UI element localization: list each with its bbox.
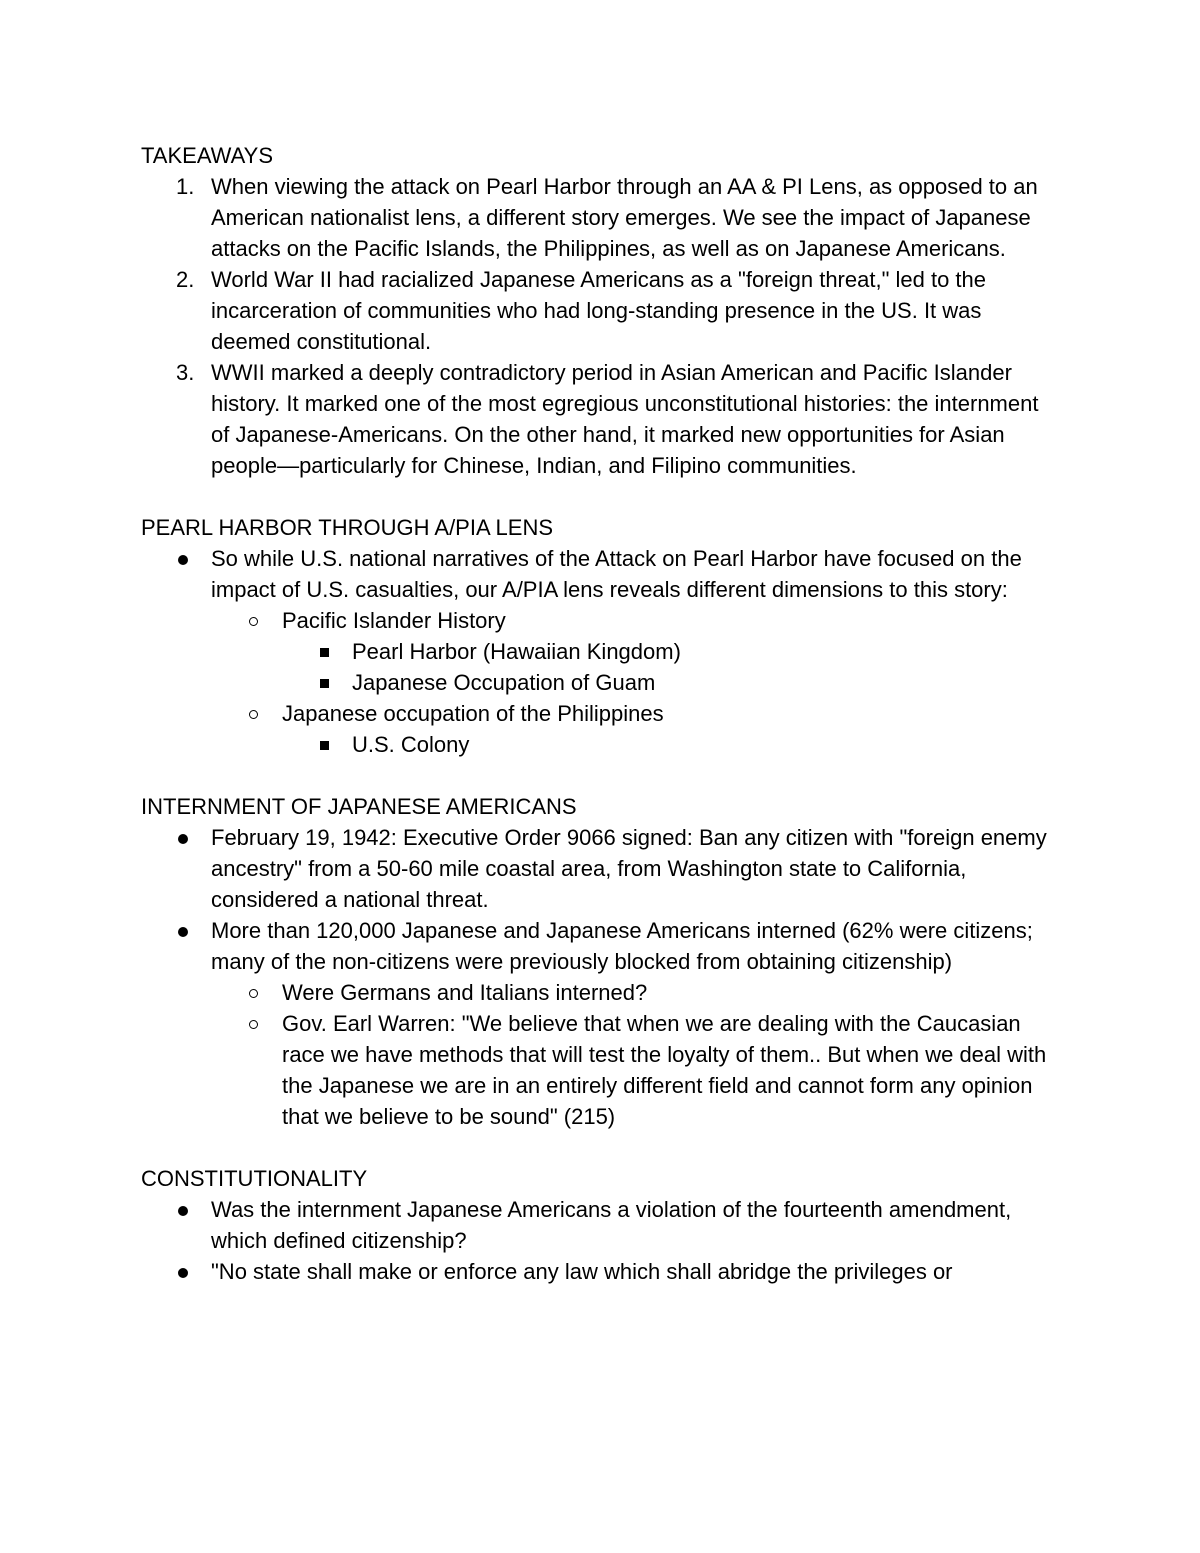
section-heading: TAKEAWAYS (141, 143, 274, 168)
list-item-text: U.S. Colony (352, 732, 470, 757)
section-constitutionality (141, 1163, 1061, 1287)
list-item-text: So while U.S. national narratives of the Attack on Pearl Harbor have focused on the impact of U.S. casualties, our A/PIA lens reveals different dimensions to this story: (211, 546, 1022, 602)
sub-sub-list (282, 729, 1061, 760)
list-item-text: Were Germans and Italians interned? (282, 980, 648, 1005)
sub-list-item (211, 977, 1061, 1008)
sub-list-item (211, 698, 1061, 760)
sub-list-item (211, 605, 1061, 698)
bullet-list (141, 822, 1061, 1132)
list-item-text: Was the internment Japanese Americans a violation of the fourteenth amendment, which defined citizenship? (211, 1197, 1012, 1253)
list-item (141, 915, 1061, 1132)
list-item (141, 822, 1061, 915)
bullet-circle-icon (249, 1020, 258, 1029)
list-item-text: WWII marked a deeply contradictory period in Asian American and Pacific Islander history. It marked one of the most egregious unconstitutional histories: the internment of Japanese-Americans. On the other hand, it marked new opportunities for Asian people—particularly for Chinese, Indian, and Filipino communities. (211, 360, 1039, 478)
list-item (141, 264, 1061, 357)
bullet-list (141, 1194, 1061, 1287)
sub-sub-list (282, 636, 1061, 698)
bullet-square-icon (320, 648, 329, 657)
section-internment (141, 791, 1061, 1132)
list-item (141, 357, 1061, 481)
section-heading: PEARL HARBOR THROUGH A/PIA LENS (141, 515, 554, 540)
document-page (141, 140, 1061, 1287)
list-item-text: When viewing the attack on Pearl Harbor through an AA & PI Lens, as opposed to an American nationalist lens, a different story emerges. We see the impact of Japanese attacks on the Pacific Islands, the Philippines, as well as on Japanese Americans. (211, 174, 1038, 261)
bullet-disc-icon (178, 1268, 188, 1278)
list-item-text: Pacific Islander History (282, 608, 506, 633)
bullet-square-icon (320, 741, 329, 750)
bullet-disc-icon (178, 1206, 188, 1216)
list-item-text: Pearl Harbor (Hawaiian Kingdom) (352, 639, 681, 664)
sub-list (211, 977, 1061, 1132)
section-takeaways (141, 140, 1061, 481)
bullet-disc-icon (178, 927, 188, 937)
list-item-text: More than 120,000 Japanese and Japanese Americans interned (62% were citizens; many of the non-citizens were previously blocked from obtaining citizenship) (211, 918, 1033, 974)
list-item-text: Gov. Earl Warren: "We believe that when we are dealing with the Caucasian race we have methods that will test the loyalty of them.. But when we deal with the Japanese we are in an entirely different field and cannot form any opinion that we believe to be sound" (215) (282, 1011, 1047, 1129)
list-item (141, 1256, 1061, 1287)
section-pearl-harbor (141, 512, 1061, 760)
list-number: 2. (176, 267, 195, 292)
sub-sub-list-item (282, 667, 1061, 698)
section-heading: INTERNMENT OF JAPANESE AMERICANS (141, 794, 577, 819)
sub-list (211, 605, 1061, 760)
sub-sub-list-item (282, 636, 1061, 667)
bullet-disc-icon (178, 834, 188, 844)
bullet-circle-icon (249, 710, 258, 719)
section-heading: CONSTITUTIONALITY (141, 1166, 368, 1191)
numbered-list (141, 171, 1061, 481)
bullet-disc-icon (178, 555, 188, 565)
list-number: 1. (176, 174, 195, 199)
sub-sub-list-item (282, 729, 1061, 760)
bullet-square-icon (320, 679, 329, 688)
list-item-text: February 19, 1942: Executive Order 9066 signed: Ban any citizen with "foreign enemy ancestry" from a 50-60 mile coastal area, from Washington state to California, considered a national threat. (211, 825, 1047, 912)
list-number: 3. (176, 360, 195, 385)
list-item-text: Japanese Occupation of Guam (352, 670, 656, 695)
bullet-circle-icon (249, 617, 258, 626)
list-item-text: "No state shall make or enforce any law which shall abridge the privileges or (211, 1259, 953, 1284)
list-item (141, 1194, 1061, 1256)
list-item-text: Japanese occupation of the Philippines (282, 701, 664, 726)
bullet-list (141, 543, 1061, 760)
list-item-text: World War II had racialized Japanese Americans as a "foreign threat," led to the incarceration of communities who had long-standing presence in the US. It was deemed constitutional. (211, 267, 987, 354)
sub-list-item (211, 1008, 1061, 1132)
bullet-circle-icon (249, 989, 258, 998)
list-item (141, 543, 1061, 760)
list-item (141, 171, 1061, 264)
